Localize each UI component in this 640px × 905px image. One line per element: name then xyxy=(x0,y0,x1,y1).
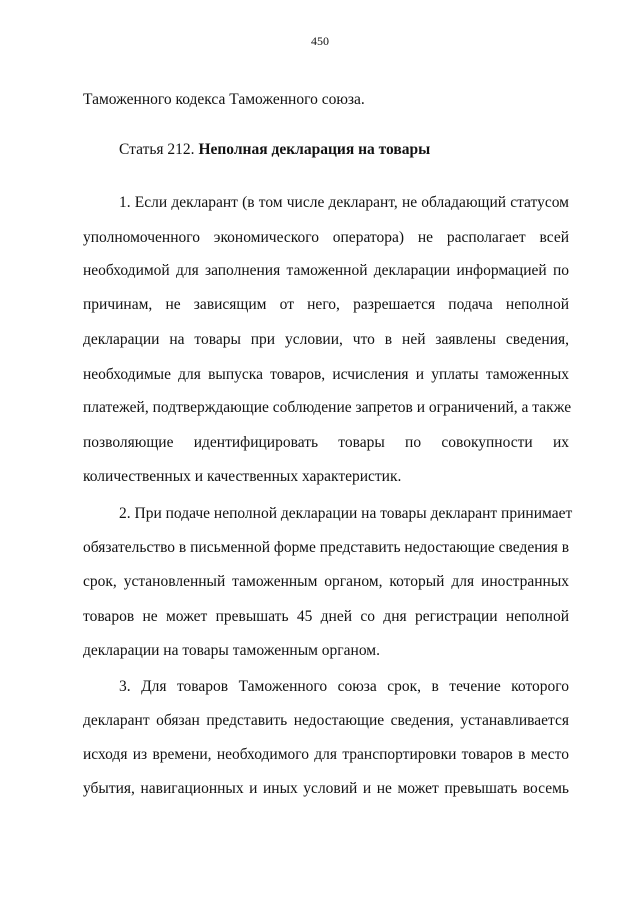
paragraph-line: убытия, навигационных и иных условий и не может превышать восемь xyxy=(83,780,569,797)
article-title: Неполная декларация на товары xyxy=(198,141,431,158)
intro-line: Таможенного кодекса Таможенного союза. xyxy=(83,91,365,108)
paragraph-line: необходимые для выпуска товаров, исчисления и уплаты таможенных xyxy=(83,366,569,383)
paragraph-line: платежей, подтверждающие соблюдение запретов и ограничений, а также xyxy=(83,399,572,416)
article-prefix: Статья 212. xyxy=(119,141,195,158)
paragraph-line: декларации на товары при условии, что в ней заявлены сведения, xyxy=(83,331,569,348)
paragraph-line: необходимой для заполнения таможенной декларации информацией по xyxy=(83,262,569,279)
paragraph-line: обязательство в письменной форме представить недостающие сведения в xyxy=(83,539,570,556)
paragraph-line: декларации на товары таможенным органом. xyxy=(83,642,380,659)
paragraph-line: товаров не может превышать 45 дней со дня регистрации неполной xyxy=(83,608,569,625)
paragraph-line: 1. Если декларант (в том числе декларант, не обладающий статусом xyxy=(119,194,569,211)
paragraph-line: причинам, не зависящим от него, разрешается подача неполной xyxy=(83,296,569,313)
page-number: 450 xyxy=(311,34,329,48)
paragraph-line: уполномоченного экономического оператора) не располагает всей xyxy=(83,229,569,246)
paragraph-line: позволяющие идентифицировать товары по совокупности их xyxy=(83,434,569,451)
paragraph-line: срок, установленный таможенным органом, который для иностранных xyxy=(83,573,569,590)
paragraph-line: исходя из времени, необходимого для транспортировки товаров в место xyxy=(83,746,569,763)
paragraph-line: 2. При подаче неполной декларации на товары декларант принимает xyxy=(119,505,573,522)
paragraph-line: 3. Для товаров Таможенного союза срок, в течение которого xyxy=(119,678,569,695)
paragraph-line: декларант обязан представить недостающие сведения, устанавливается xyxy=(83,712,569,729)
article-heading xyxy=(119,140,430,160)
paragraph-line: количественных и качественных характеристик. xyxy=(83,468,402,485)
